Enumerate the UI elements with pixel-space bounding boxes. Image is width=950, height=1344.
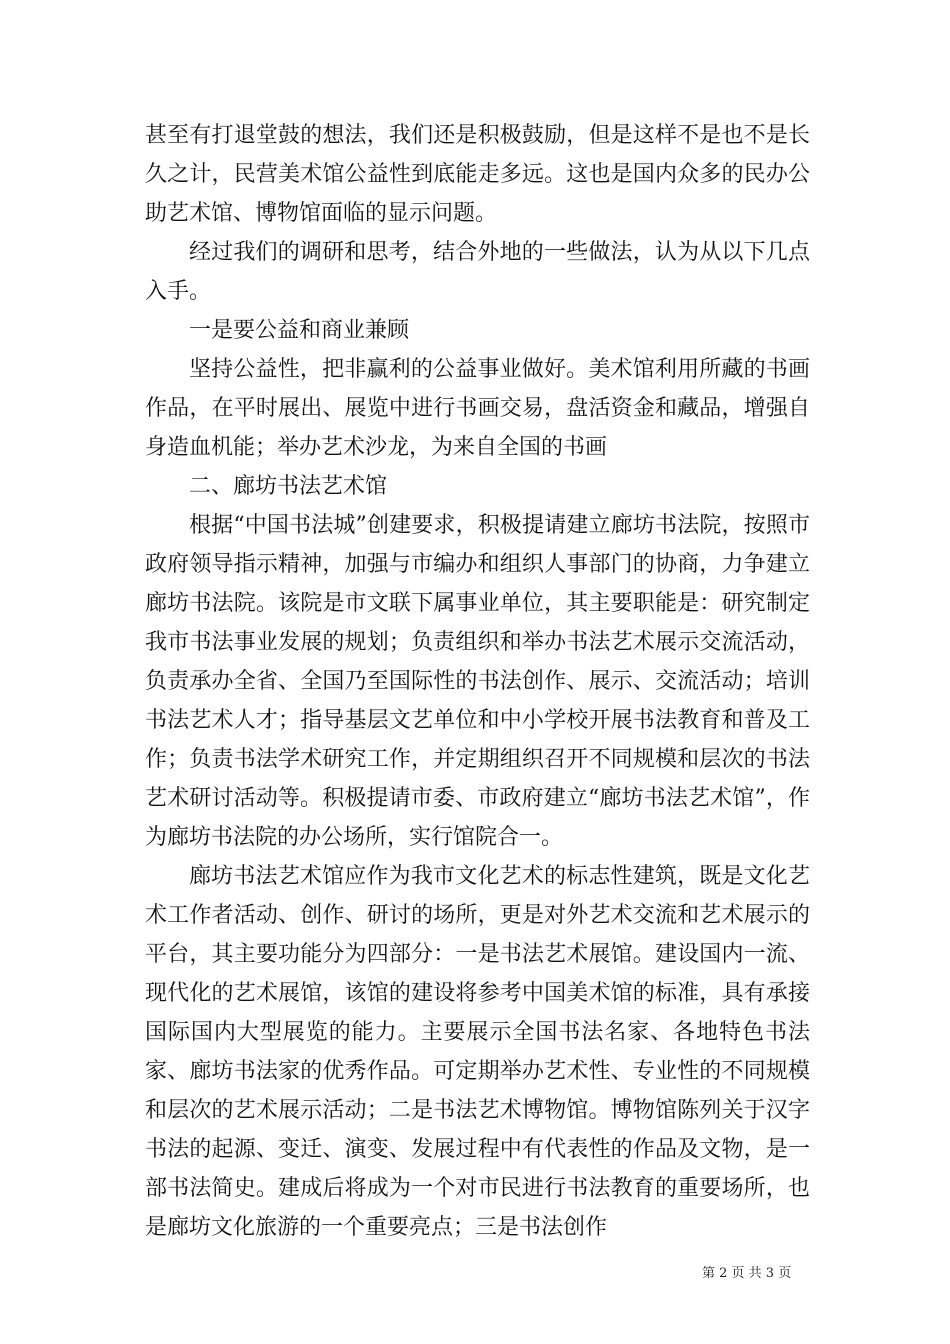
page-number: 第 2 页 共 3 页 bbox=[702, 1266, 792, 1281]
section-heading: 二、廊坊书法艺术馆 bbox=[189, 474, 388, 499]
document-body bbox=[145, 116, 810, 1247]
paragraph: 坚持公益性，把非赢利的公益事业做好。美术馆利用所藏的书画作品，在平时展出、展览中进行书画交易，盘活资金和藏品，增强自身造血机能；举办艺术沙龙，为来自全国的书画 bbox=[145, 357, 810, 460]
paragraph: 根据“中国书法城”创建要求，积极提请建立廊坊书法院，按照市政府领导指示精神，加强与市编办和组织人事部门的协商，力争建立廊坊书法院。该院是市文联下属事业单位，其主要职能是：研究制定我市书法事业发展的规划；负责组织和举办书法艺术展示交流活动，负责承办全省、全国乃至国际性的书法创作、展示、交流活动；培训书法艺术人才；指导基层文艺单位和中小学校开展书法教育和普及工作；负责书法学术研究工作，并定期组织召开不同规模和层次的书法艺术研讨活动等。积极提请市委、市政府建立“廊坊书法艺术馆”，作为廊坊书法院的办公场所，实行馆院合一。 bbox=[145, 513, 810, 850]
paragraph: 廊坊书法艺术馆应作为我市文化艺术的标志性建筑，既是文化艺术工作者活动、创作、研讨的场所，更是对外艺术交流和艺术展示的平台，其主要功能分为四部分：一是书法艺术展馆。建设国内一流、现代化的艺术展馆，该馆的建设将参考中国美术馆的标准，具有承接国际国内大型展览的能力。主要展示全国书法名家、各地特色书法家、廊坊书法家的优秀作品。可定期举办艺术性、专业性的不同规模和层次的艺术展示活动；二是书法艺术博物馆。博物馆陈列关于汉字书法的起源、变迁、演变、发展过程中有代表性的作品及文物，是一部书法简史。建成后将成为一个对市民进行书法教育的重要场所，也是廊坊文化旅游的一个重要亮点；三是书法创作 bbox=[145, 864, 810, 1240]
paragraph: 经过我们的调研和思考，结合外地的一些做法，认为从以下几点入手。 bbox=[145, 240, 810, 304]
section-heading: 一是要公益和商业兼顾 bbox=[189, 318, 410, 343]
paragraph: 甚至有打退堂鼓的想法，我们还是积极鼓励，但是这样不是也不是长久之计，民营美术馆公益性到底能走多远。这也是国内众多的民办公助艺术馆、博物馆面临的显示问题。 bbox=[145, 123, 810, 226]
